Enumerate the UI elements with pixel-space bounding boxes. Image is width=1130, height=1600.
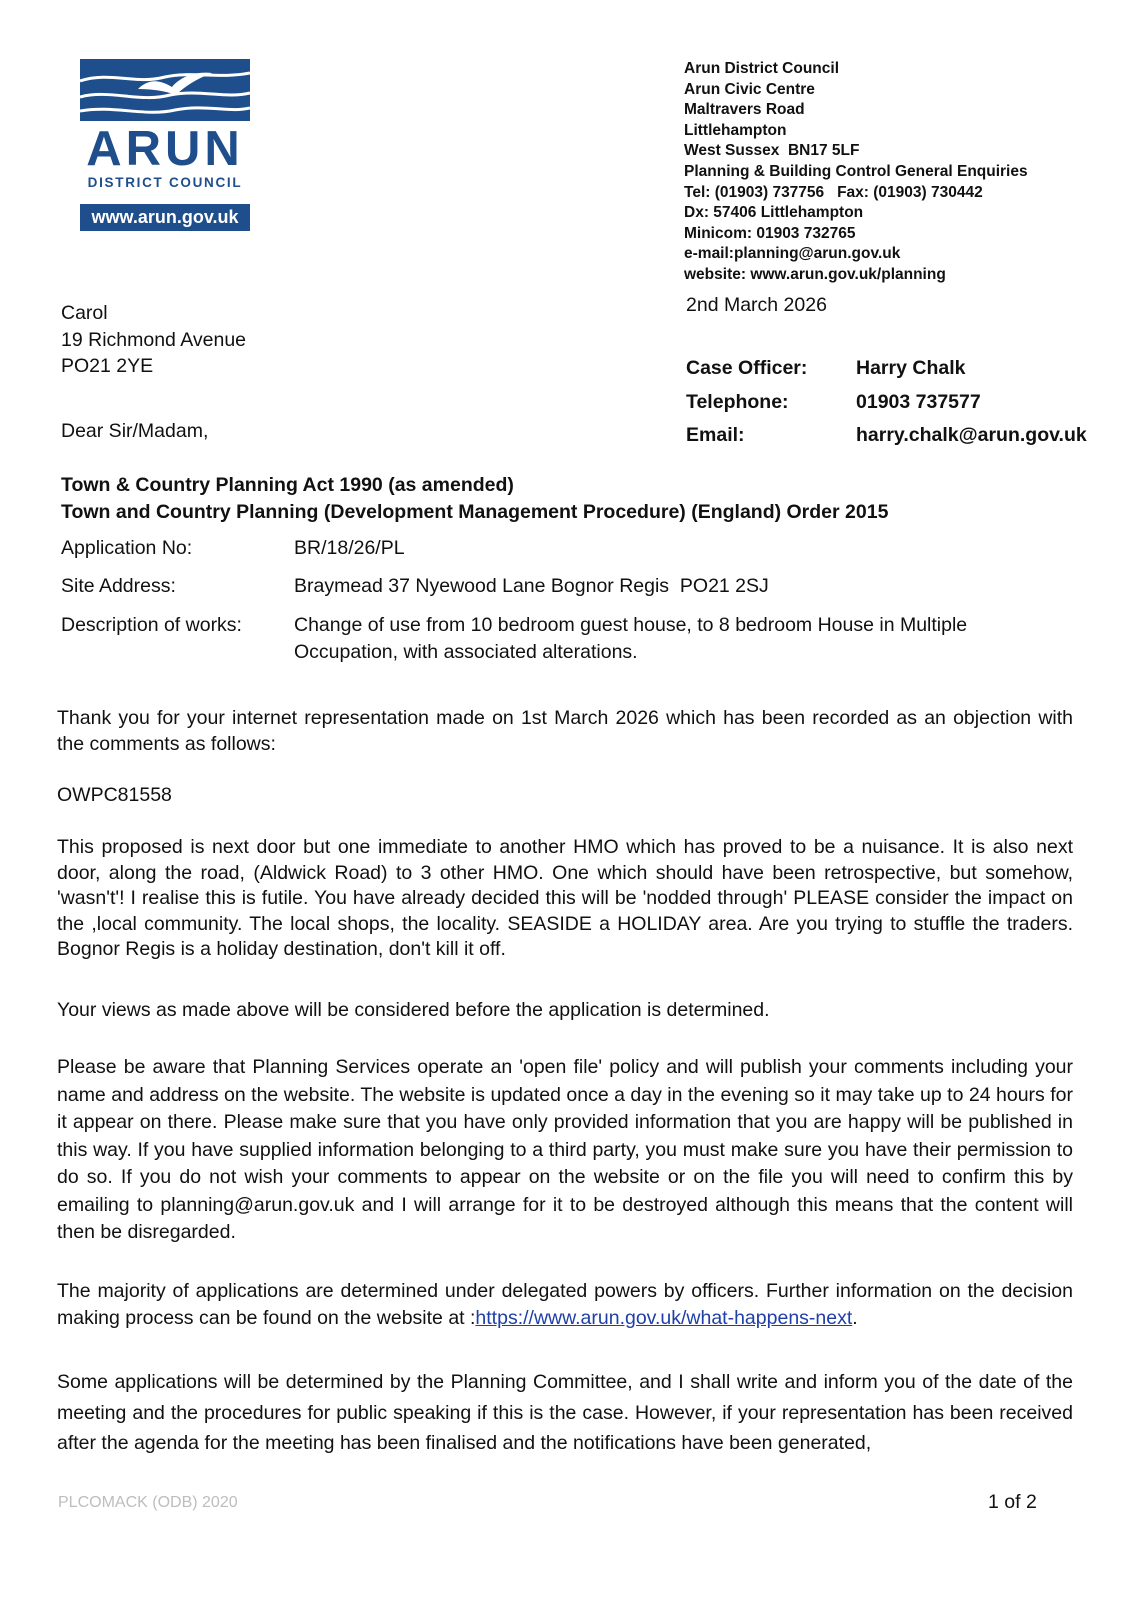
views-paragraph: Your views as made above will be considered before the application is determined. <box>57 999 770 1021</box>
application-value: BR/18/26/PL <box>294 537 405 559</box>
act-line: Town and Country Planning (Development Management Procedure) (England) Order 2015 <box>61 500 889 523</box>
officer-row <box>686 352 1087 386</box>
address-line: Planning & Building Control General Enquiries <box>684 162 1028 180</box>
application-label: Site Address: <box>61 575 176 597</box>
application-value: Change of use from 10 bedroom guest house, to 8 bedroom House in Multiple Occupation, with associated alterations. <box>294 614 968 663</box>
site-address-row <box>61 573 1024 600</box>
case-officer-details <box>686 352 1087 453</box>
intro-paragraph: Thank you for your internet representation made on 1st March 2026 which has been recorded as an objection with the comments as follows: <box>57 707 1073 755</box>
application-label: Application No: <box>61 537 193 559</box>
address-line: Arun Civic Centre <box>684 80 815 98</box>
officer-label: Case Officer: <box>686 357 808 379</box>
officer-row <box>686 419 1087 453</box>
address-line: Maltravers Road <box>684 101 805 119</box>
officer-label: Email: <box>686 424 745 446</box>
letter-date: 2nd March 2026 <box>686 294 827 316</box>
officer-email: harry.chalk@arun.gov.uk <box>856 424 1087 446</box>
page-number: 1 of 2 <box>988 1491 1037 1513</box>
officer-label: Telephone: <box>686 390 789 413</box>
logo-subtitle: DISTRICT COUNCIL <box>87 175 243 190</box>
address-line: Tel: (01903) 737756 Fax: (01903) 730442 <box>684 183 983 201</box>
delegated-powers-paragraph <box>57 1278 1073 1332</box>
officer-row <box>686 386 1087 420</box>
application-value: Braymead 37 Nyewood Lane Bognor Regis PO21 2SJ <box>294 575 769 597</box>
logo-url: www.arun.gov.uk <box>80 204 250 231</box>
representation-reference: OWPC81558 <box>57 784 172 806</box>
address-line: e-mail:planning@arun.gov.uk <box>684 245 901 263</box>
application-label: Description of works: <box>61 614 242 636</box>
recipient-line: 19 Richmond Avenue <box>61 328 247 351</box>
what-happens-next-link[interactable]: https://www.arun.gov.uk/what-happens-next <box>475 1307 853 1329</box>
planning-committee-paragraph: Some applications will be determined by the Planning Committee, and I shall write and inform you of the date of the meeting and the procedures for public speaking if this is the case. However, if your representation has been received after the agenda for the meeting has been finalised and the notifications have been generated, <box>57 1371 1073 1454</box>
logo-name: ARUN <box>86 122 244 176</box>
salutation: Dear Sir/Madam, <box>61 420 209 442</box>
open-file-paragraph: Please be aware that Planning Services operate an 'open file' policy and will publish your comments including your name and address on the website. The website is updated once a day in the evening so it may take up to 24 hours for it appear on there. Please make sure that you have only provided information that you are happy will be published in this way. If you have supplied information belonging to a third party, you must make sure you have their permission to do so. If you do not wish your comments to appear on the website or on the file you will need to confirm this by emailing to planning@arun.gov.uk and I will arrange for it to be destroyed although this means that the content will then be disregarded. <box>57 1056 1073 1243</box>
footer-reference: PLCOMACK (ODB) 2020 <box>58 1494 238 1511</box>
address-line: Littlehampton <box>684 121 787 139</box>
officer-value: Harry Chalk <box>856 357 966 379</box>
seagull-wave-icon <box>80 59 250 121</box>
paragraph-text: The majority of applications are determined under delegated powers by officers. Further information on the decision making process can be found on the website at : <box>57 1280 1073 1329</box>
recipient-line: Carol <box>61 302 108 324</box>
legislation-heading <box>61 472 888 525</box>
address-line: Minicom: 01903 732765 <box>684 224 856 242</box>
officer-value: 01903 737577 <box>856 390 981 413</box>
recipient-address <box>61 300 246 380</box>
council-address <box>684 59 1028 286</box>
description-row <box>61 612 1024 665</box>
address-line: Dx: 57406 Littlehampton <box>684 204 864 222</box>
address-line: website: www.arun.gov.uk/planning <box>684 265 946 283</box>
address-line: West Sussex BN17 5LF <box>684 142 860 160</box>
recipient-line: PO21 2YE <box>61 355 154 377</box>
address-line: Arun District Council <box>684 60 840 77</box>
paragraph-end: . <box>852 1307 858 1329</box>
comments-paragraph: This proposed is next door but one immediate to another HMO which has proved to be a nuisance. It is also next door, along the road, (Aldwick Road) to 3 other HMO. One which should have been retrospective, but somehow, 'wasn't'! I realise this is futile. You have already decided this will be 'nodded through' PLEASE consider the impact on the ,local community. The local shops, the locality. SEASIDE a HOLIDAY area. Are you trying to stuffle the traders. Bognor Regis is a holiday destination, don't kill it off. <box>57 836 1073 960</box>
act-line: Town & Country Planning Act 1990 (as amended) <box>61 474 514 496</box>
application-number-row <box>61 535 1024 562</box>
arun-logo <box>80 59 250 231</box>
